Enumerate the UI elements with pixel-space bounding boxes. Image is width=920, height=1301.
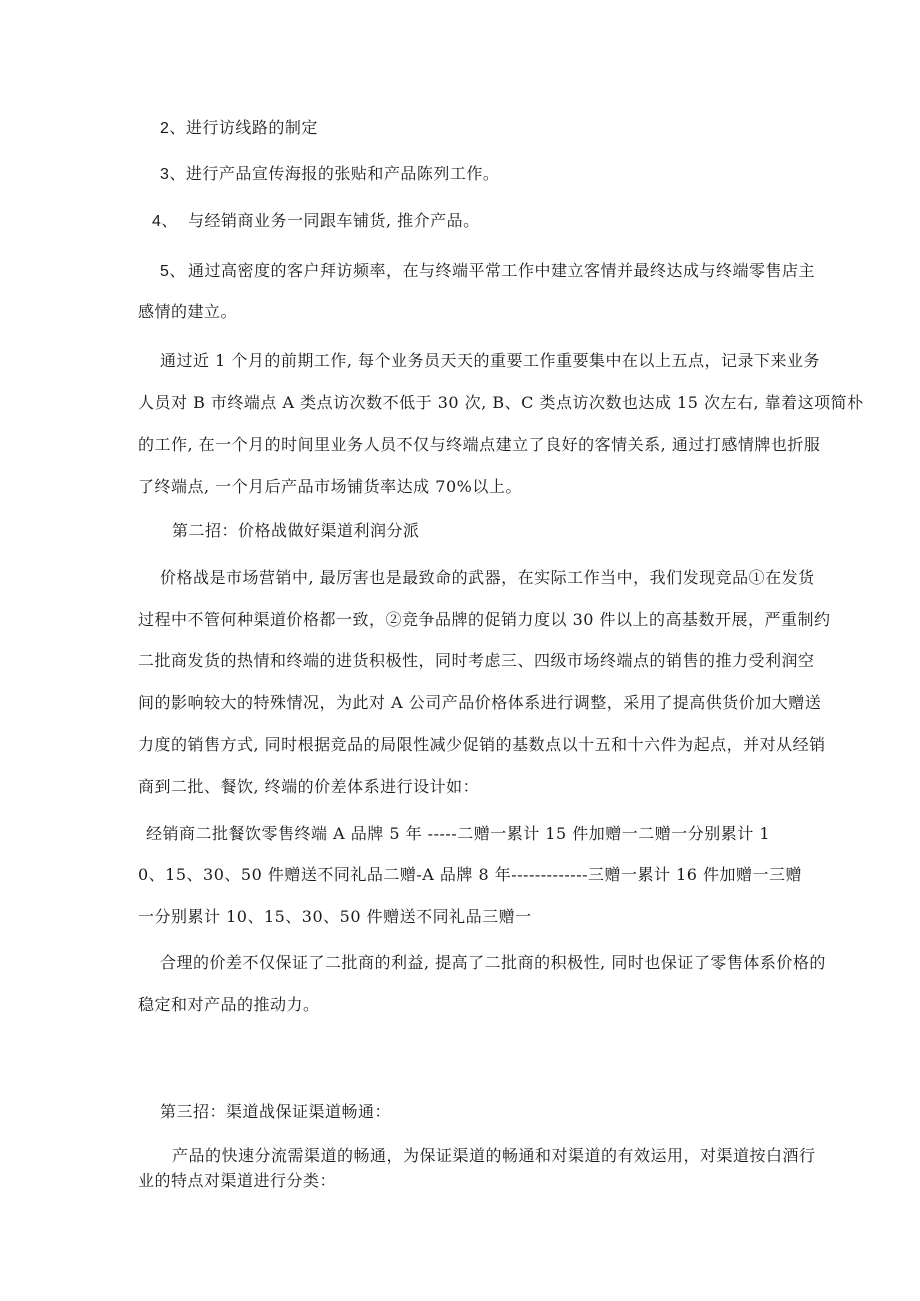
paragraph-line: 二批商发货的热情和终端的进货积极性，同时考虑三、四级市场终端点的销售的推力受利润空 xyxy=(138,651,815,670)
list-item-3 xyxy=(160,163,499,186)
list-number: 2、 xyxy=(160,120,186,137)
list-number: 4、 xyxy=(152,213,178,230)
paragraph-line: 合理的价差不仅保证了二批商的利益, 提高了二批商的积极性, 同时也保证了零售体系价格的 xyxy=(160,953,826,972)
list-text: 与经销商业务一同跟车铺货, 推介产品。 xyxy=(188,211,480,230)
list-item-2 xyxy=(160,117,318,140)
paragraph-line: 过程中不管何种渠道价格都一致，②竞争品牌的促销力度以 30 件以上的高基数开展，严重制约 xyxy=(138,610,831,629)
price-structure-line: 一分别累计 10、15、30、50 件赠送不同礼品三赠一 xyxy=(138,907,532,926)
paragraph-line: 产品的快速分流需渠道的畅通，为保证渠道的畅通和对渠道的有效运用，对渠道按白酒行 xyxy=(172,1146,816,1165)
paragraph-line: 稳定和对产品的推动力。 xyxy=(138,995,320,1014)
paragraph-line: 价格战是市场营销中, 最厉害也是最致命的武器，在实际工作当中，我们发现竞品①在发货 xyxy=(160,568,815,587)
list-text: 通过高密度的客户拜访频率，在与终端平常工作中建立客情并最终达成与终端零售店主 xyxy=(188,261,816,280)
section-heading-2: 第二招：价格战做好渠道利润分派 xyxy=(172,521,420,540)
paragraph-line: 商到二批、餐饮, 终端的价差体系进行设计如： xyxy=(138,777,480,796)
paragraph-line: 间的影响较大的特殊情况，为此对 A 公司产品价格体系进行调整，采用了提高供货价加大赠送 xyxy=(138,693,822,712)
price-structure-line: 经销商二批餐饮零售终端 A 品牌 5 年 -----二赠一累计 15 件加赠一二赠一分别累计 1 xyxy=(146,824,770,843)
paragraph-line: 通过近 1 个月的前期工作, 每个业务员天天的重要工作重要集中在以上五点，记录下来业务 xyxy=(160,351,821,370)
paragraph-line: 的工作, 在一个月的时间里业务人员不仅与终端点建立了良好的客情关系, 通过打感情牌也折服 xyxy=(138,435,821,454)
list-number: 5、 xyxy=(160,263,186,280)
list-number: 3、 xyxy=(160,166,186,183)
section-heading-3: 第三招：渠道战保证渠道畅通： xyxy=(160,1102,392,1121)
paragraph-line: 业的特点对渠道进行分类： xyxy=(138,1171,337,1190)
price-structure-line: 0、15、30、50 件赠送不同礼品二赠-A 品牌 8 年-------------三赠一累计 16 件加赠一三赠 xyxy=(138,865,803,884)
list-item-5 xyxy=(160,260,815,283)
paragraph-line: 人员对 B 市终端点 A 类点访次数不低于 30 次, B、C 类点访次数也达成 15 次左右, 靠着这项简朴 xyxy=(138,393,864,412)
list-item-4 xyxy=(152,210,480,233)
paragraph-line: 力度的销售方式, 同时根据竞品的局限性减少促销的基数点以十五和十六件为起点，并对从经销 xyxy=(138,735,826,754)
paragraph-line: 了终端点, 一个月后产品市场铺货率达成 70%以上。 xyxy=(138,477,522,496)
list-item-5-continued: 感情的建立。 xyxy=(138,302,238,321)
list-text: 进行产品宣传海报的张贴和产品陈列工作。 xyxy=(185,164,500,183)
list-text: 进行访线路的制定 xyxy=(185,118,318,137)
